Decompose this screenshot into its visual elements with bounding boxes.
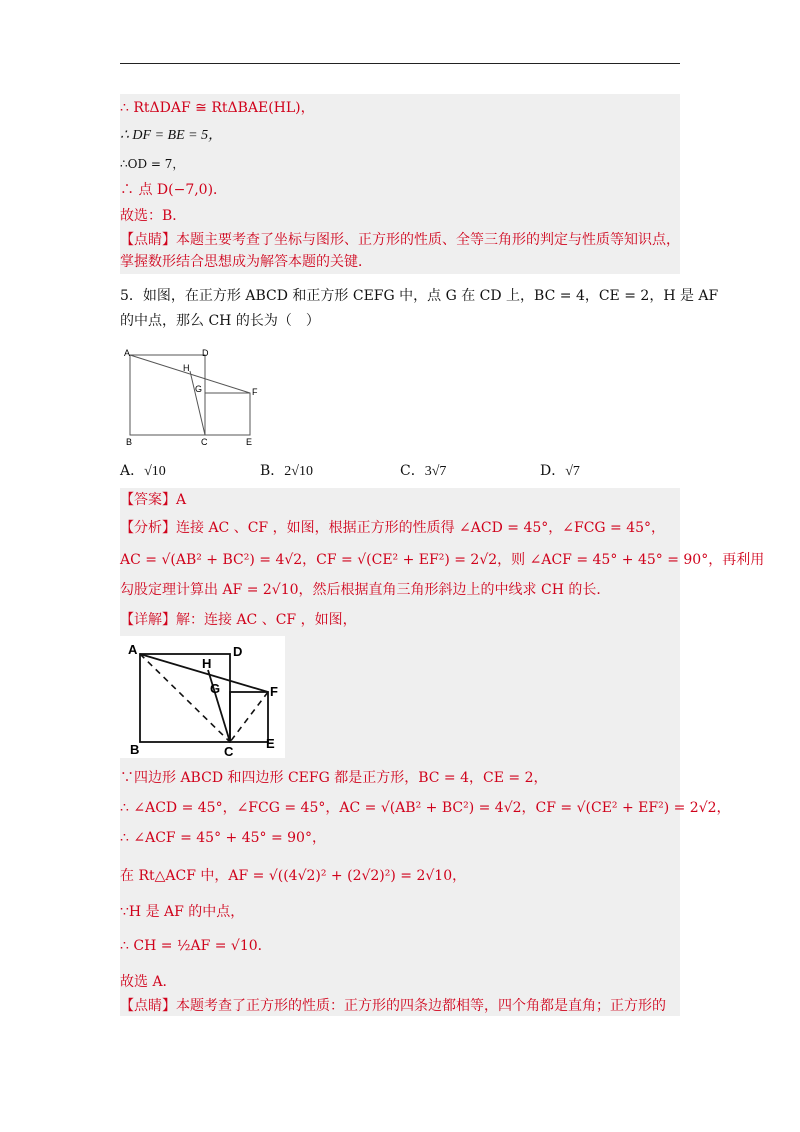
question-line-2: 的中点，那么 CH 的长为（ ） — [120, 313, 320, 329]
question-line-1: 5．如图，在正方形 ABCD 和正方形 CEFG 中，点 G 在 CD 上，BC = 4，CE = 2，H 是 AF — [120, 288, 719, 304]
detail-step-6: ∴ CH = ½AF = √10． — [120, 938, 272, 954]
conclusion-congruent: ∴ RtΔDAF ≅ RtΔBAE(HL)， — [120, 100, 315, 116]
label-c: C — [201, 437, 208, 447]
detail-step-2: ∴ ∠ACD = 45°，∠FCG = 45°，AC = √(AB² + BC²) = 4√2，CF = √(CE² + EF²) = 2√2， — [120, 800, 731, 816]
conclusion-df-be: ∴ DF = BE = 5， — [120, 128, 223, 143]
fig2-label-c: C — [224, 744, 234, 758]
analysis-line-1: 【分析】连接 AC 、CF ，如图，根据正方形的性质得 ∠ACD = 45°，∠FCG = 45°， — [120, 520, 666, 536]
detail-step-4: 在 Rt△ACF 中，AF = √((4√2)² + (2√2)²) = 2√10， — [120, 868, 467, 884]
detail-step-7: 故选 A． — [120, 974, 177, 990]
option-a-value: √10 — [144, 464, 166, 479]
label-g: G — [195, 384, 203, 394]
label-b: B — [126, 437, 133, 447]
answer-line: 【答案】A — [120, 492, 187, 508]
solution-figure — [120, 636, 285, 758]
conclusion-od: ∴OD = 7， — [120, 157, 185, 171]
fig2-square-cefg — [230, 692, 268, 742]
question-figure — [120, 343, 270, 448]
previous-solution-block — [120, 94, 680, 274]
analysis-line-3: 勾股定理计算出 AF = 2√10，然后根据直角三角形斜边上的中线求 CH 的长． — [120, 582, 611, 598]
fig2-label-h: H — [202, 656, 212, 671]
fig2-label-a: A — [128, 642, 138, 657]
label-d: D — [202, 348, 209, 358]
option-c: C．3√7 — [400, 463, 447, 479]
option-d-value: √7 — [565, 464, 580, 479]
solution-figure-frame — [120, 636, 285, 758]
fig2-label-g: G — [210, 681, 221, 696]
fig2-label-b: B — [130, 742, 140, 757]
comment-line-2: 掌握数形结合思想成为解答本题的关键． — [120, 254, 372, 270]
detail-intro: 【详解】解：连接 AC 、CF ，如图， — [120, 612, 357, 628]
label-h: H — [183, 363, 190, 373]
option-a: A．√10 — [120, 463, 166, 479]
conclusion-point-d: ∴ 点 D(−7,0)． — [120, 182, 228, 198]
square-cefg — [205, 393, 250, 435]
fig2-label-d: D — [233, 644, 243, 659]
fig2-label-f: F — [270, 684, 278, 699]
detail-step-5: ∵H 是 AF 的中点， — [120, 904, 245, 920]
fig2-dashed-cf — [230, 692, 268, 742]
option-d: D．√7 — [540, 463, 580, 479]
option-b-value: 2√10 — [284, 464, 313, 479]
choice-line: 故选：B． — [120, 208, 187, 224]
label-a: A — [124, 348, 131, 358]
option-b: B．2√10 — [260, 463, 313, 479]
fig2-label-e: E — [266, 736, 275, 751]
detail-step-3: ∴ ∠ACF = 45° + 45° = 90°， — [120, 830, 326, 846]
comment-line-1: 【点睛】本题主要考查了坐标与图形、正方形的性质、全等三角形的判定与性质等知识点， — [120, 232, 680, 248]
header-rule — [120, 63, 680, 64]
answer-block — [120, 488, 765, 1016]
label-f: F — [252, 387, 258, 397]
detail-step-1: ∵四边形 ABCD 和四边形 CEFG 都是正方形，BC = 4，CE = 2， — [120, 770, 548, 786]
segment-af — [130, 355, 250, 393]
label-e: E — [246, 437, 253, 447]
segment-hc — [190, 371, 205, 435]
option-c-value: 3√7 — [424, 464, 447, 479]
analysis-line-2: AC = √(AB² + BC²) = 4√2，CF = √(CE² + EF²) = 2√2，则 ∠ACF = 45° + 45° = 90°，再利用 — [120, 552, 765, 568]
detail-comment: 【点睛】本题考查了正方形的性质：正方形的四条边都相等，四个角都是直角；正方形的 — [120, 998, 666, 1014]
